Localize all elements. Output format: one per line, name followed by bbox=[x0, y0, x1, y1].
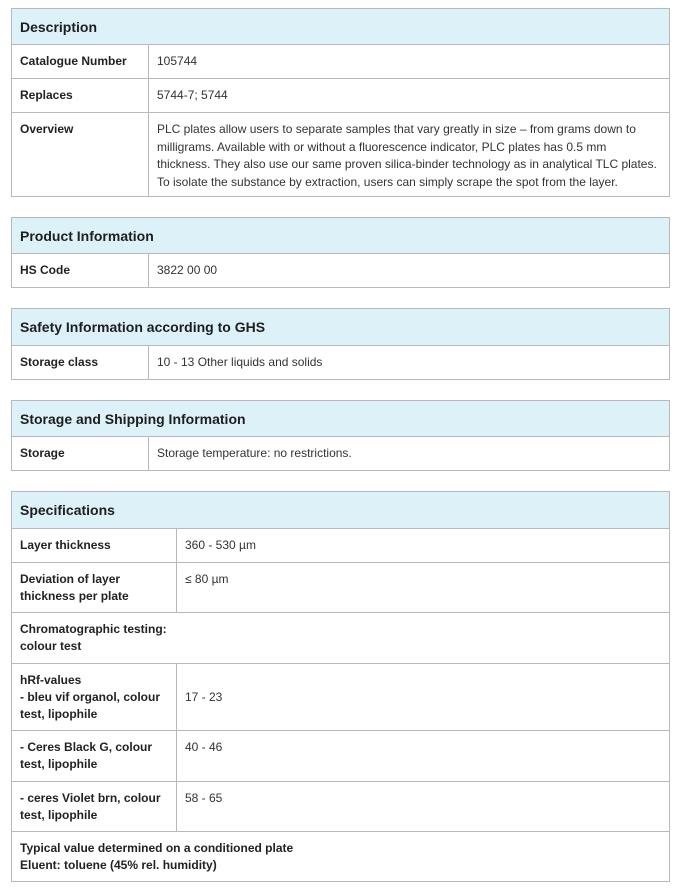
overview-line: PLC plates allow users to separate samples that vary greatly in size – from grams down to bbox=[157, 122, 636, 136]
chromatographic-testing-label bbox=[12, 613, 670, 664]
storage-value: Storage temperature: no restrictions. bbox=[149, 437, 670, 471]
ceres-black-label bbox=[12, 731, 177, 782]
safety-info-header bbox=[12, 309, 670, 346]
product-info-header bbox=[12, 218, 670, 254]
label-line: test, lipophile bbox=[20, 808, 98, 822]
table-row bbox=[12, 79, 670, 113]
layer-thickness-label bbox=[12, 529, 177, 563]
hrf-bleu-vif-value: 17 - 23 bbox=[177, 664, 670, 731]
label-line: Chromatographic testing: bbox=[20, 622, 167, 636]
table-row bbox=[12, 113, 670, 197]
replaces-value: 5744-7; 5744 bbox=[149, 79, 670, 113]
label-line: Layer thickness bbox=[20, 538, 111, 552]
label-line: test, lipophile bbox=[20, 707, 98, 721]
storage-shipping-title: Storage and Shipping Information bbox=[12, 401, 670, 437]
storage-label: Storage bbox=[12, 437, 149, 471]
specifications-title: Specifications bbox=[12, 492, 670, 529]
product-info-title: Product Information bbox=[12, 218, 670, 254]
label-line: thickness per plate bbox=[20, 589, 129, 603]
hs-code-label: HS Code bbox=[12, 254, 149, 288]
ceres-black-value: 40 - 46 bbox=[177, 731, 670, 782]
deviation-label bbox=[12, 563, 177, 613]
description-title: Description bbox=[12, 9, 670, 45]
catalogue-number-label: Catalogue Number bbox=[12, 45, 149, 79]
label-line: - ceres Violet brn, colour bbox=[20, 791, 161, 805]
safety-info-table bbox=[11, 308, 670, 380]
label-line: colour test bbox=[20, 639, 82, 653]
overview-value bbox=[149, 113, 670, 197]
layer-thickness-value: 360 - 530 µm bbox=[177, 529, 670, 563]
label-line: - bleu vif organol, colour bbox=[20, 690, 161, 704]
product-info-table bbox=[11, 217, 670, 288]
ceres-violet-label bbox=[12, 782, 177, 832]
label-line: test, lipophile bbox=[20, 757, 98, 771]
table-row bbox=[12, 731, 670, 782]
specifications-table bbox=[11, 491, 670, 882]
hrf-bleu-vif-label bbox=[12, 664, 177, 731]
overview-label: Overview bbox=[12, 113, 149, 197]
replaces-label: Replaces bbox=[12, 79, 149, 113]
table-row bbox=[12, 832, 670, 882]
table-row bbox=[12, 782, 670, 832]
overview-line: To isolate the substance by extraction, users can simply scrape the spot from the layer. bbox=[157, 174, 618, 189]
catalogue-number-value: 105744 bbox=[149, 45, 670, 79]
table-row bbox=[12, 563, 670, 613]
table-row bbox=[12, 437, 670, 471]
specifications-header bbox=[12, 492, 670, 529]
label-line: Eluent: toluene (45% rel. humidity) bbox=[20, 858, 217, 872]
table-row bbox=[12, 529, 670, 563]
hs-code-value: 3822 00 00 bbox=[149, 254, 670, 288]
overview-line: milligrams. Available with or without a fluorescence indicator, PLC plates has 0.5 mm bbox=[157, 139, 607, 154]
storage-class-value: 10 - 13 Other liquids and solids bbox=[149, 346, 670, 380]
deviation-value: ≤ 80 µm bbox=[177, 563, 670, 613]
storage-shipping-table bbox=[11, 400, 670, 471]
description-header bbox=[12, 9, 670, 45]
description-table bbox=[11, 8, 670, 197]
storage-shipping-header bbox=[12, 401, 670, 437]
label-line: Typical value determined on a conditioned plate bbox=[20, 841, 294, 855]
label-line: hRf-values bbox=[20, 673, 82, 687]
label-line: Deviation of layer bbox=[20, 572, 121, 586]
typical-value-note bbox=[12, 832, 670, 882]
ceres-violet-value: 58 - 65 bbox=[177, 782, 670, 832]
storage-class-label: Storage class bbox=[12, 346, 149, 380]
table-row bbox=[12, 613, 670, 664]
label-line: - Ceres Black G, colour bbox=[20, 740, 153, 754]
overview-line: thickness. They also use our same proven silica-binder technology as in analytical TLC plates. bbox=[157, 157, 657, 171]
table-row bbox=[12, 346, 670, 380]
table-row bbox=[12, 45, 670, 79]
table-row bbox=[12, 254, 670, 288]
table-row bbox=[12, 664, 670, 731]
safety-info-title: Safety Information according to GHS bbox=[12, 309, 670, 346]
